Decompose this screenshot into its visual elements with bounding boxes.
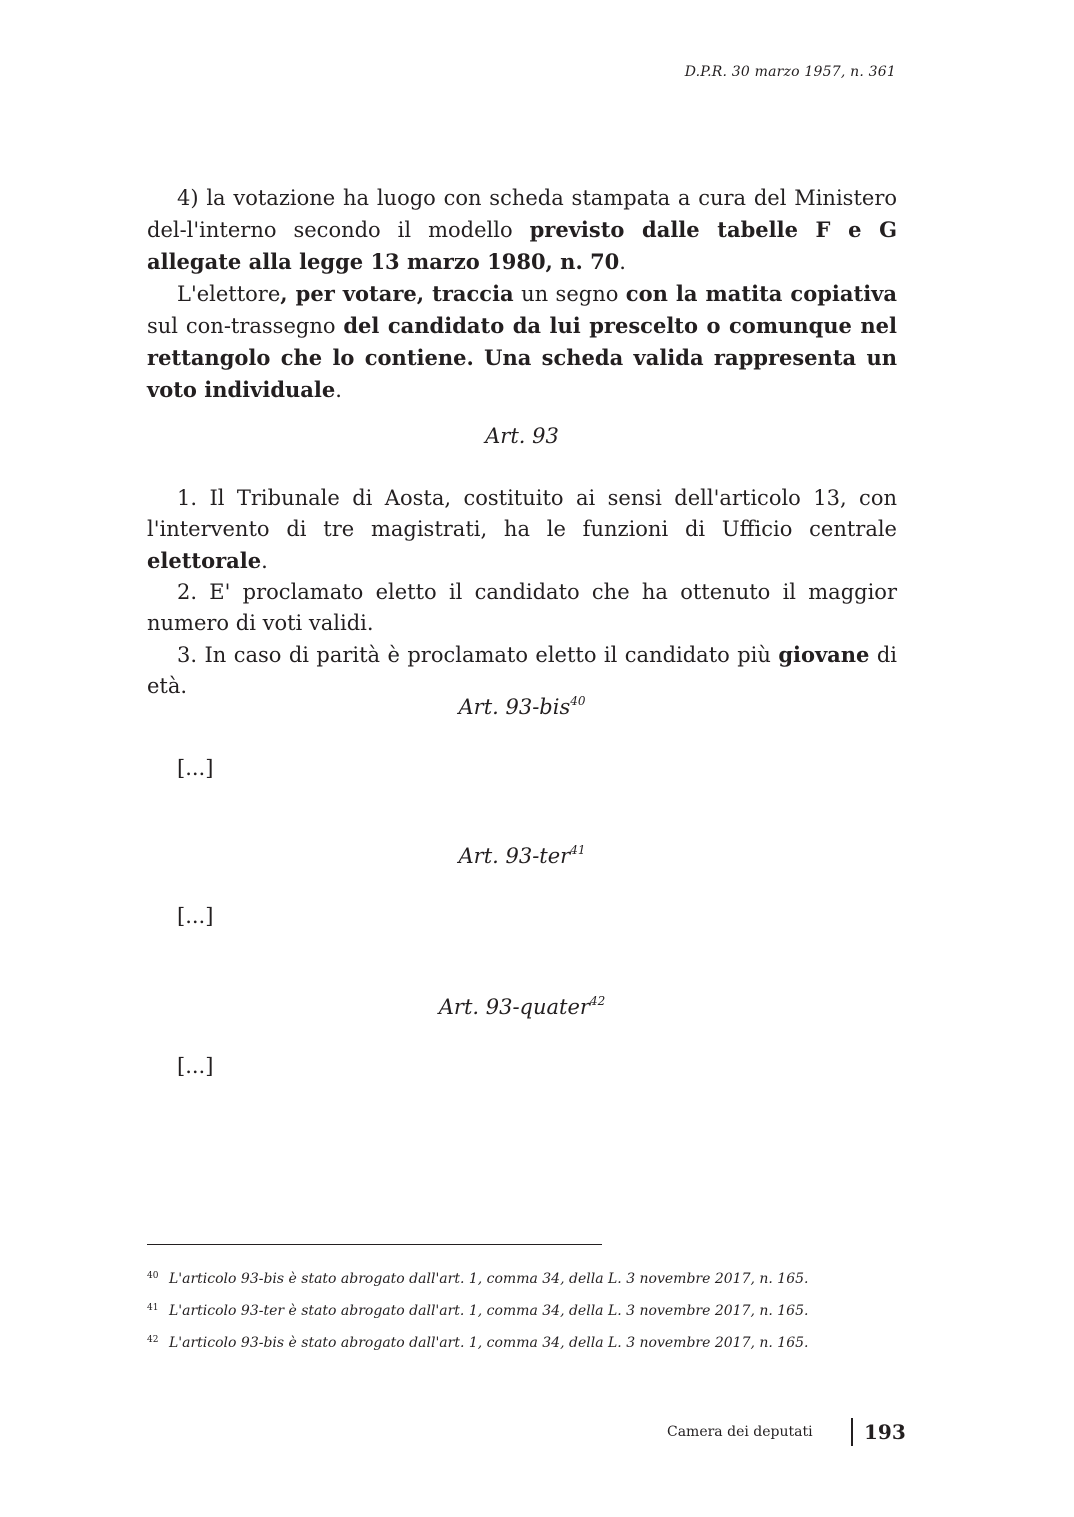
article-92-tail (147, 183, 897, 406)
page-number: 193 (864, 1420, 906, 1444)
article-93-paragraph-2: 2. E' proclamato eletto il candidato che ha ottenuto il maggior numero di voti validi. (147, 580, 897, 635)
footer-publisher: Camera dei deputati (667, 1424, 813, 1440)
article-93-ter-title: Art. 93-ter$^{41}$ (458, 843, 586, 868)
footnote-ref-42[interactable]: 42 (589, 994, 606, 1008)
footnote-ref-40[interactable]: 40 (570, 694, 586, 708)
article-93-bis-title: Art. 93-bis$^{40}$ (458, 694, 586, 719)
footer-divider (851, 1418, 853, 1446)
footnote-ref-41[interactable]: 41 (570, 843, 586, 857)
article-93-title: Art. 93 (485, 424, 559, 448)
article-93-bis-omitted: [...] (177, 756, 214, 780)
footnotes (147, 1262, 907, 1358)
article-93-paragraph-1: 1. Il Tribunale di Aosta, costituito ai sensi dell'articolo 13, con l'intervento di tre magistrati, ha le funzioni di Ufficio centrale elettorale. (147, 486, 897, 573)
footnote-40: 40 L'articolo 93-bis è stato abrogato dall'art. 1, comma 34, della L. 3 novembre 2017, n. 165. (147, 1271, 809, 1287)
paragraph-elettore: L'elettore, per votare, traccia un segno con la matita copiativa sul con-trassegno del candidato da lui prescelto o comunque nel rettangolo che lo contiene. Una scheda valida rappresenta un voto individuale. (147, 281, 897, 402)
running-header: D.P.R. 30 marzo 1957, n. 361 (684, 64, 896, 80)
article-93-ter-omitted: [...] (177, 904, 214, 928)
footnote-41: 41 L'articolo 93-ter è stato abrogato dall'art. 1, comma 34, della L. 3 novembre 2017, n. 165. (147, 1303, 809, 1319)
footnote-42: 42 L'articolo 93-bis è stato abrogato dall'art. 1, comma 34, della L. 3 novembre 2017, n. 165. (147, 1335, 809, 1351)
footnote-separator (147, 1244, 602, 1245)
article-93-paragraph-3: 3. In caso di parità è proclamato eletto il candidato più giovane di età. (147, 642, 898, 698)
article-93-quater-title: Art. 93-quater$^{42}$ (438, 994, 606, 1019)
article-93-quater-omitted: [...] (177, 1054, 214, 1078)
bold-reference: previsto dalle tabelle F e G allegate alla legge 13 marzo 1980, n. 70 (147, 217, 897, 274)
paragraph-4: 4) la votazione ha luogo con scheda stampata a cura del Ministero del-l'interno secondo il modello previsto dalle tabelle F e G allegate alla legge 13 marzo 1980, n. 70. (147, 186, 897, 274)
article-93-body (147, 483, 897, 702)
